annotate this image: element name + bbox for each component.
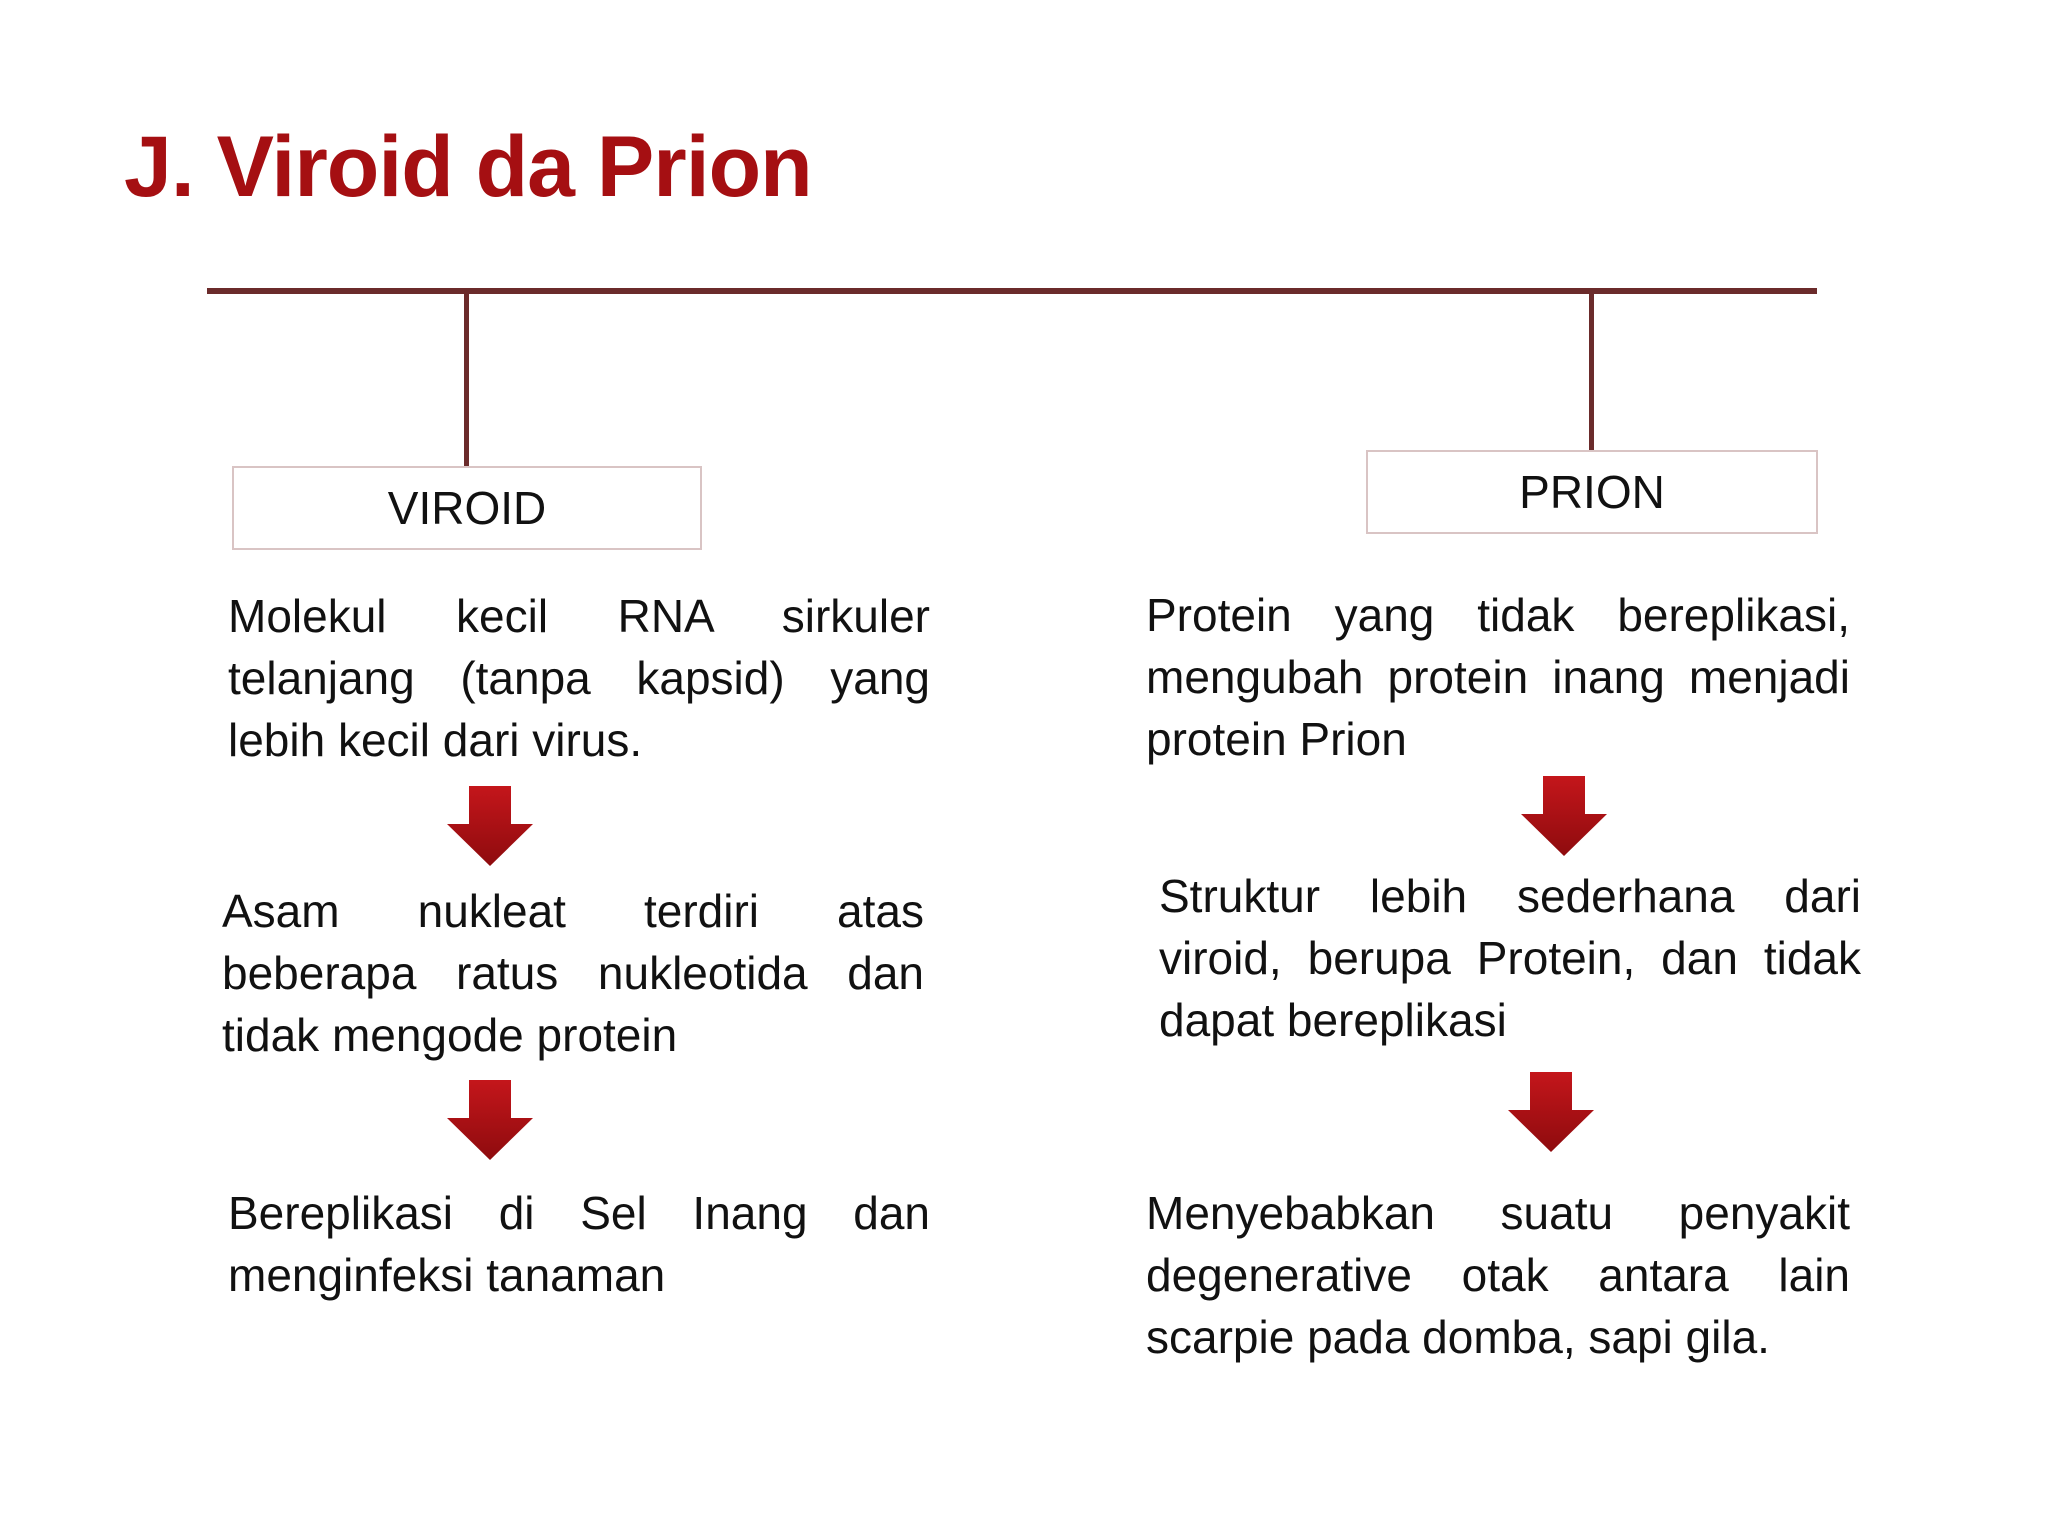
connector-viroid-line <box>464 294 469 468</box>
prion-label: PRION <box>1519 466 1665 518</box>
viroid-step-3: Bereplikasi di Sel Inang dan menginfeksi tanaman <box>228 1187 930 1301</box>
prion-step-2: Struktur lebih sederhana dari viroid, berupa Protein, dan tidak dapat bereplikasi <box>1159 870 1861 1046</box>
down-arrow-icon <box>1521 776 1607 856</box>
down-arrow-icon <box>447 786 533 866</box>
page-title: J. Viroid da Prion <box>124 119 812 215</box>
viroid-step-2: Asam nukleat terdiri atas beberapa ratus nukleotida dan tidak mengode protein <box>222 885 924 1061</box>
viroid-label-box <box>232 466 702 550</box>
viroid-step-1: Molekul kecil RNA sirkuler telanjang (tanpa kapsid) yang lebih kecil dari virus. <box>228 590 930 766</box>
down-arrow-icon <box>447 1080 533 1160</box>
connector-prion-line <box>1589 294 1594 452</box>
prion-step-1: Protein yang tidak bereplikasi, mengubah protein inang menjadi protein Prion <box>1146 589 1850 765</box>
prion-label-box <box>1366 450 1818 534</box>
prion-step-3: Menyebabkan suatu penyakit degenerative otak antara lain scarpie pada domba, sapi gila. <box>1146 1187 1850 1363</box>
viroid-label: VIROID <box>387 482 547 534</box>
connector-horizontal-line <box>207 288 1817 294</box>
down-arrow-icon <box>1508 1072 1594 1152</box>
